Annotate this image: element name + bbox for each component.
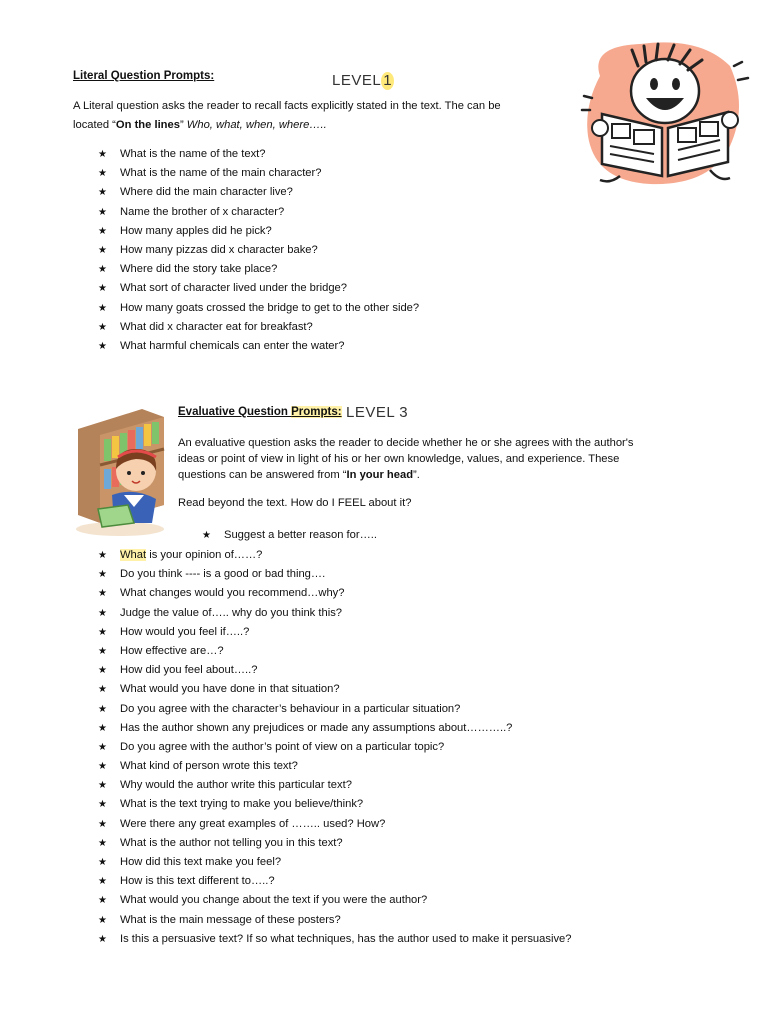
list-item [98,795,571,814]
list-item-text: What is the main message of these posters? [120,913,341,926]
list-item [98,604,571,623]
list-item-text: How many goats crossed the bridge to get to the other side? [120,301,420,314]
star-bullet-icon: ★ [98,321,107,333]
intro-italic: Who, what, when, where….. [186,119,327,131]
star-bullet-icon: ★ [98,626,107,638]
list-item-text: Is this a persuasive text? If so what techniques, has the author used to make it persuasive? [120,932,572,945]
intro-text: ”. [413,469,420,481]
list-item [98,546,571,565]
level-word: LEVEL [332,72,382,89]
list-item [202,526,377,545]
star-bullet-icon: ★ [98,933,107,945]
list-item [98,642,571,661]
list-item-text: is your opinion of……? [146,549,263,561]
list-item [98,815,571,834]
list-item-text: How is this text different to…..? [120,875,275,888]
list-item-text: Do you agree with the character’s behaviour in a particular situation? [120,702,461,715]
literal-question-list [98,145,419,356]
list-item-text: What changes would you recommend…why? [120,587,345,600]
list-item [98,738,571,757]
list-item [98,299,419,318]
star-bullet-icon: ★ [98,283,107,295]
evaluative-intro-line-1: An evaluative question asks the reader to decide whether he or she agrees with the author's [178,437,634,449]
evaluative-intro [178,435,718,483]
list-item-text: How would you feel if…..? [120,625,250,638]
title-highlight: Prompts: [291,406,342,418]
list-item [98,930,571,949]
star-bullet-icon: ★ [98,914,107,926]
star-bullet-icon: ★ [98,149,107,160]
star-bullet-icon: ★ [98,780,107,792]
list-item [98,719,571,738]
star-bullet-icon: ★ [202,530,211,541]
list-item-text: Has the author shown any prejudices or made any assumptions about………..? [120,721,513,734]
intro-bold: In your head [346,469,414,481]
read-beyond-text: Read beyond the text. How do I FEEL about it? [178,497,412,509]
list-item [98,164,419,183]
list-item [98,183,419,202]
star-bullet-icon: ★ [98,722,107,734]
list-item-text: How did this text make you feel? [120,856,282,868]
star-bullet-icon: ★ [98,550,107,561]
list-item-text: Do you agree with the author’s point of view on a particular topic? [120,740,445,753]
evaluative-title [178,406,342,418]
kid-reading-newspaper-icon [580,36,750,188]
list-item [98,776,571,795]
literal-title: Literal Question Prompts: [73,70,215,82]
girl-reading-book-icon [72,405,168,537]
star-bullet-icon: ★ [98,895,107,907]
evaluative-intro-line-2: ideas or point of view in light of his or her own knowledge, values, and experience. These [178,453,620,465]
star-bullet-icon: ★ [98,168,107,180]
list-item [98,145,419,164]
list-item-text: What is the author not telling you in this text? [120,836,343,849]
list-item [98,757,571,776]
suggest-list [202,526,377,545]
intro-text: ” [179,119,187,131]
star-bullet-icon: ★ [98,225,107,237]
evaluative-intro-line-3 [178,467,718,483]
star-bullet-icon: ★ [98,684,107,696]
star-bullet-icon: ★ [98,645,107,657]
list-item-text: What would you have done in that situation? [120,683,340,696]
list-item-text: Name the brother of x character? [120,205,285,218]
list-item [98,891,571,910]
literal-intro [73,98,563,133]
list-item [98,279,419,298]
list-item-text: Suggest a better reason for….. [224,529,377,541]
star-bullet-icon: ★ [98,206,107,218]
list-item-text: Judge the value of….. why do you think this? [120,606,343,619]
list-item-text: What sort of character lived under the bridge? [120,282,347,295]
list-item [98,222,419,241]
list-item-text: What kind of person wrote this text? [120,760,298,773]
star-bullet-icon: ★ [98,703,107,715]
star-bullet-icon: ★ [98,857,107,868]
star-bullet-icon: ★ [98,264,107,276]
intro-text: located “ [73,119,116,131]
list-item-text: How effective are…? [120,644,224,657]
list-item-text: Where did the story take place? [120,263,278,276]
list-item-text: Where did the main character live? [120,186,293,199]
list-item-text: How many apples did he pick? [120,224,272,237]
literal-level-label [332,72,394,90]
list-item-text: What did x character eat for breakfast? [120,320,313,333]
star-bullet-icon: ★ [98,741,107,753]
list-item [98,203,419,222]
list-item [98,834,571,853]
list-item-text: Why would the author write this particular text? [120,779,352,792]
list-item-text: What is the name of the main character? [120,167,322,180]
star-bullet-icon: ★ [98,302,107,314]
list-item-text: How did you feel about…..? [120,664,258,677]
literal-intro-line-2 [73,117,563,133]
list-item-text: What harmful chemicals can enter the water? [120,339,345,352]
list-item [98,584,571,603]
list-item [98,565,571,584]
star-bullet-icon: ★ [98,607,107,619]
star-bullet-icon: ★ [98,818,107,830]
intro-text: questions can be answered from “ [178,469,347,481]
list-item-text: What is the name of the text? [120,148,266,160]
list-item [98,700,571,719]
star-bullet-icon: ★ [98,244,107,256]
list-item [98,623,571,642]
list-item [98,661,571,680]
star-bullet-icon: ★ [98,569,107,581]
list-item-text: How many pizzas did x character bake? [120,243,318,256]
list-item [98,872,571,891]
list-item [98,337,419,356]
star-bullet-icon: ★ [98,799,107,811]
star-bullet-icon: ★ [98,588,107,600]
list-item-highlight: What [120,549,147,561]
literal-intro-line-1: A Literal question asks the reader to recall facts explicitly stated in the text. The can be [73,100,501,112]
list-item [98,318,419,337]
list-item [98,911,571,930]
list-item-text: Do you think ---- is a good or bad thing…. [120,568,326,581]
intro-bold: On the lines [115,119,180,131]
evaluative-question-list [98,546,571,949]
star-bullet-icon: ★ [98,340,107,352]
star-bullet-icon: ★ [98,187,107,199]
star-bullet-icon: ★ [98,761,107,773]
list-item [98,241,419,260]
list-item [98,260,419,279]
list-item [98,680,571,699]
star-bullet-icon: ★ [98,876,107,888]
list-item-text: What is the text trying to make you believe/think? [120,798,364,811]
title-text: Evaluative Question [178,406,292,418]
level-number: 1 [381,72,394,90]
evaluative-level-label: LEVEL 3 [346,404,409,421]
list-item [98,853,571,872]
star-bullet-icon: ★ [98,665,107,677]
list-item-text: Were there any great examples of …….. used? How? [120,817,386,830]
star-bullet-icon: ★ [98,837,107,849]
list-item-text: What would you change about the text if you were the author? [120,894,428,907]
